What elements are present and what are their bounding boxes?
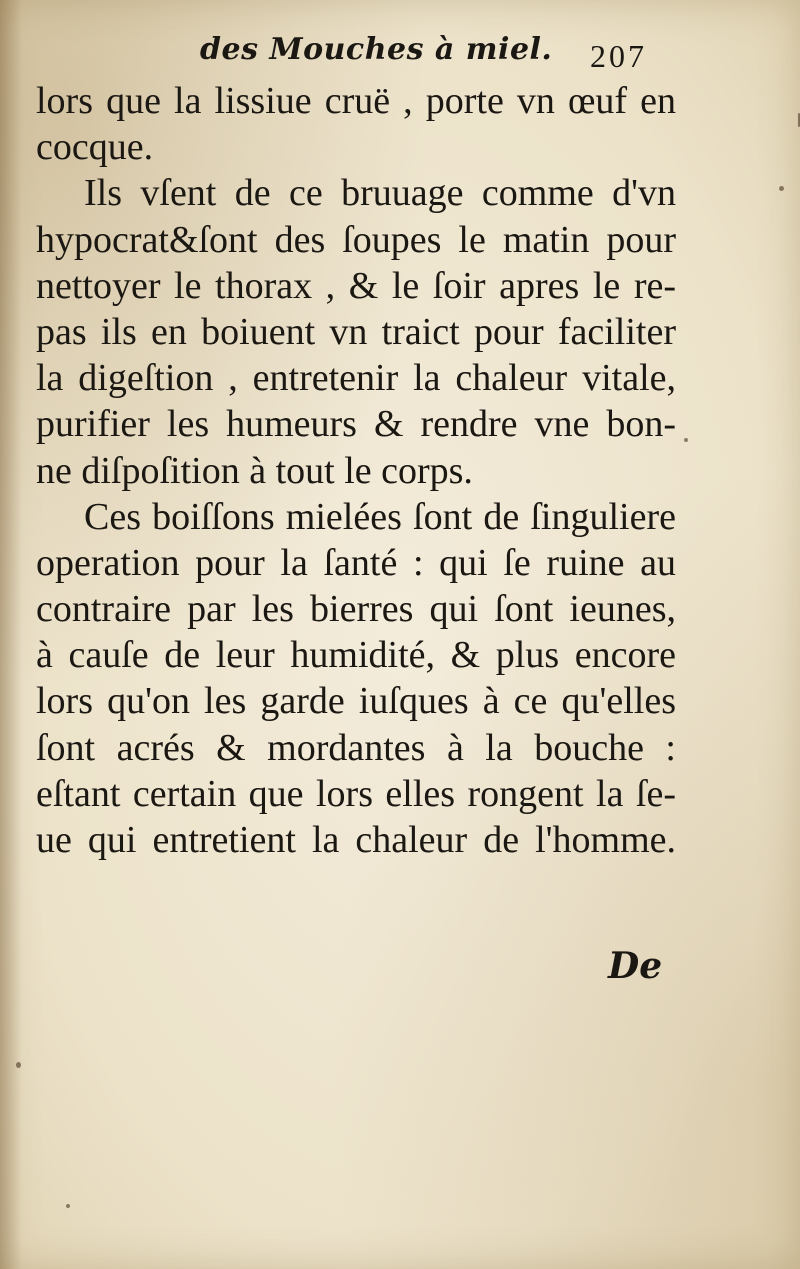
running-head: des Mouches à miel. [200,32,553,67]
text-line: lors que la lissiue cruë , porte vn œuf en [36,80,676,122]
paragraph-start-line: Ces boiſſons mielées ſont de ſinguliere [84,495,676,538]
show-through-text [30,880,750,1240]
catchword: De [608,945,663,987]
page-gutter-shadow [0,0,22,1269]
text-line: purifier les humeurs & rendre vne bon- [36,403,676,446]
ink-spot [16,1062,21,1068]
text-line: ue qui entretient la chaleur de l'homme. [36,819,676,861]
text-line: la digeſtion , entretenir la chaleur vitale, [36,357,676,400]
text-line: ne diſpoſition à tout le corps. [36,449,473,492]
body-text [36,78,676,863]
text-line: ſont acrés & mordantes à la bouche : [36,726,676,769]
text-line: pas ils en boiuent vn traict pour faciliter [36,310,676,353]
text-line: hypocrat&ſont des ſoupes le matin pour [36,218,676,261]
text-line: operation pour la ſanté : qui ſe ruine au [36,541,676,584]
page-number: 207 [590,38,647,74]
text-line: à cauſe de leur humidité, & plus encore [36,634,676,677]
page-header [0,30,800,80]
ink-spot [684,438,688,442]
text-line: nettoyer le thorax , & le ſoir apres le re- [36,264,676,307]
ink-spot [779,186,784,191]
text-line: eſtant certain que lors elles rongent la ſe- [36,772,676,815]
text-line: contraire par les bierres qui ſont ieunes, [36,588,676,631]
paragraph-start-line: Ils vſent de ce bruuage comme d'vn [84,172,676,215]
text-line: lors qu'on les garde iuſques à ce qu'elles [36,680,676,723]
text-line: cocque. [36,126,154,169]
ink-spot [66,1204,70,1208]
